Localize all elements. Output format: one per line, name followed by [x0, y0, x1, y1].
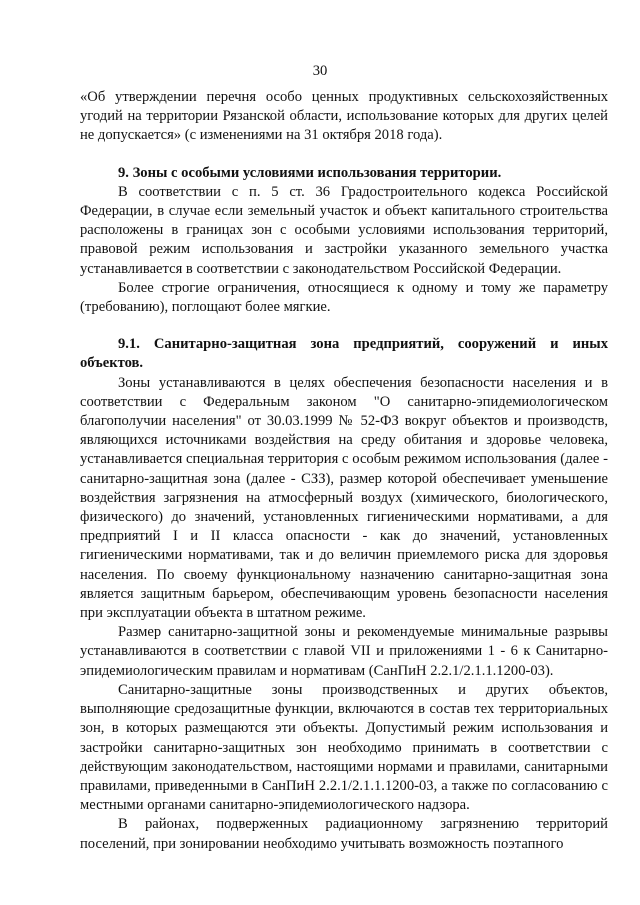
section-9-1-paragraph-2: Размер санитарно-защитной зоны и рекомендуемые минимальные разрывы устанавливаются в соответствии с главой VII и приложениями 1 - 6 к Санитарно-эпидемиологическим правилам и нормативам (СанПиН 2.2.1/2.1.1.1200-03).	[80, 624, 608, 679]
page-number: 30	[312, 63, 328, 79]
section-9-1-paragraph-4: В районах, подверженных радиационному загрязнению территорий поселений, при зонировании необходимо учитывать возможность поэтапного	[80, 816, 608, 852]
section-9-paragraph-1: В соответствии с п. 5 ст. 36 Градостроительного кодекса Российской Федерации, в случае если земельный участок и объект капитального строительства расположены в границах зон с особыми условиями использования территорий, правовой режим использования и застройки указанного земельного участка устанавливается в соответствии с законодательством Российской Федерации.	[80, 183, 608, 277]
section-9-paragraph-2: Более строгие ограничения, относящиеся к одному и тому же параметру (требованию), поглощают более мягкие.	[80, 279, 608, 316]
section-9-1-heading: 9.1. Санитарно-защитная зона предприятий, сооружений и иных объектов.	[80, 336, 608, 372]
intro-paragraph: «Об утверждении перечня особо ценных продуктивных сельскохозяйственных угодий на территории Рязанской области, использование которых для других целей не допускается» (с изменениями на 31 октября 2018 года).	[80, 89, 608, 144]
section-9-1-paragraph-3: Санитарно-защитные зоны производственных и других объектов, выполняющие средозащитные функции, включаются в состав тех территориальных зон, в которых размещаются эти объекты. Допустимый режим использования и застройки санитарно-защитных зон необходимо принимать в соответствии с действующим законодательством, настоящими нормами и правилами, санитарными правилами, приведенными в СанПиН 2.2.1/2.1.1.1200-03, а также по согласованию с местными органами санитарно-эпидемиологического надзора.	[80, 681, 608, 814]
section-9-heading: 9. Зоны с особыми условиями использования территории.	[118, 164, 502, 181]
document-body	[80, 88, 608, 854]
section-9-1-paragraph-1: Зоны устанавливаются в целях обеспечения безопасности населения и в соответствии с Федеральным законом "О санитарно-эпидемиологическом благополучии населения" от 30.03.1999 № 52-ФЗ вокруг объектов и производств, являющихся источниками воздействия на среду обитания и здоровье человека, устанавливается специальная территория с особым режимом использования (далее - санитарно-защитная зона (далее - СЗЗ), размер которой обеспечивает уменьшение воздействия загрязнения на атмосферный воздух (химического, биологического, физического) до значений, установленных гигиеническими нормативами, а для предприятий I и II класса опасности - как до значений, установленных гигиеническими нормативами, так и до величин приемлемого риска для здоровья населения. По своему функциональному назначению санитарно-защитная зона является защитным барьером, обеспечивающим уровень безопасности населения при эксплуатации объекта в штатном режиме.	[80, 374, 608, 622]
